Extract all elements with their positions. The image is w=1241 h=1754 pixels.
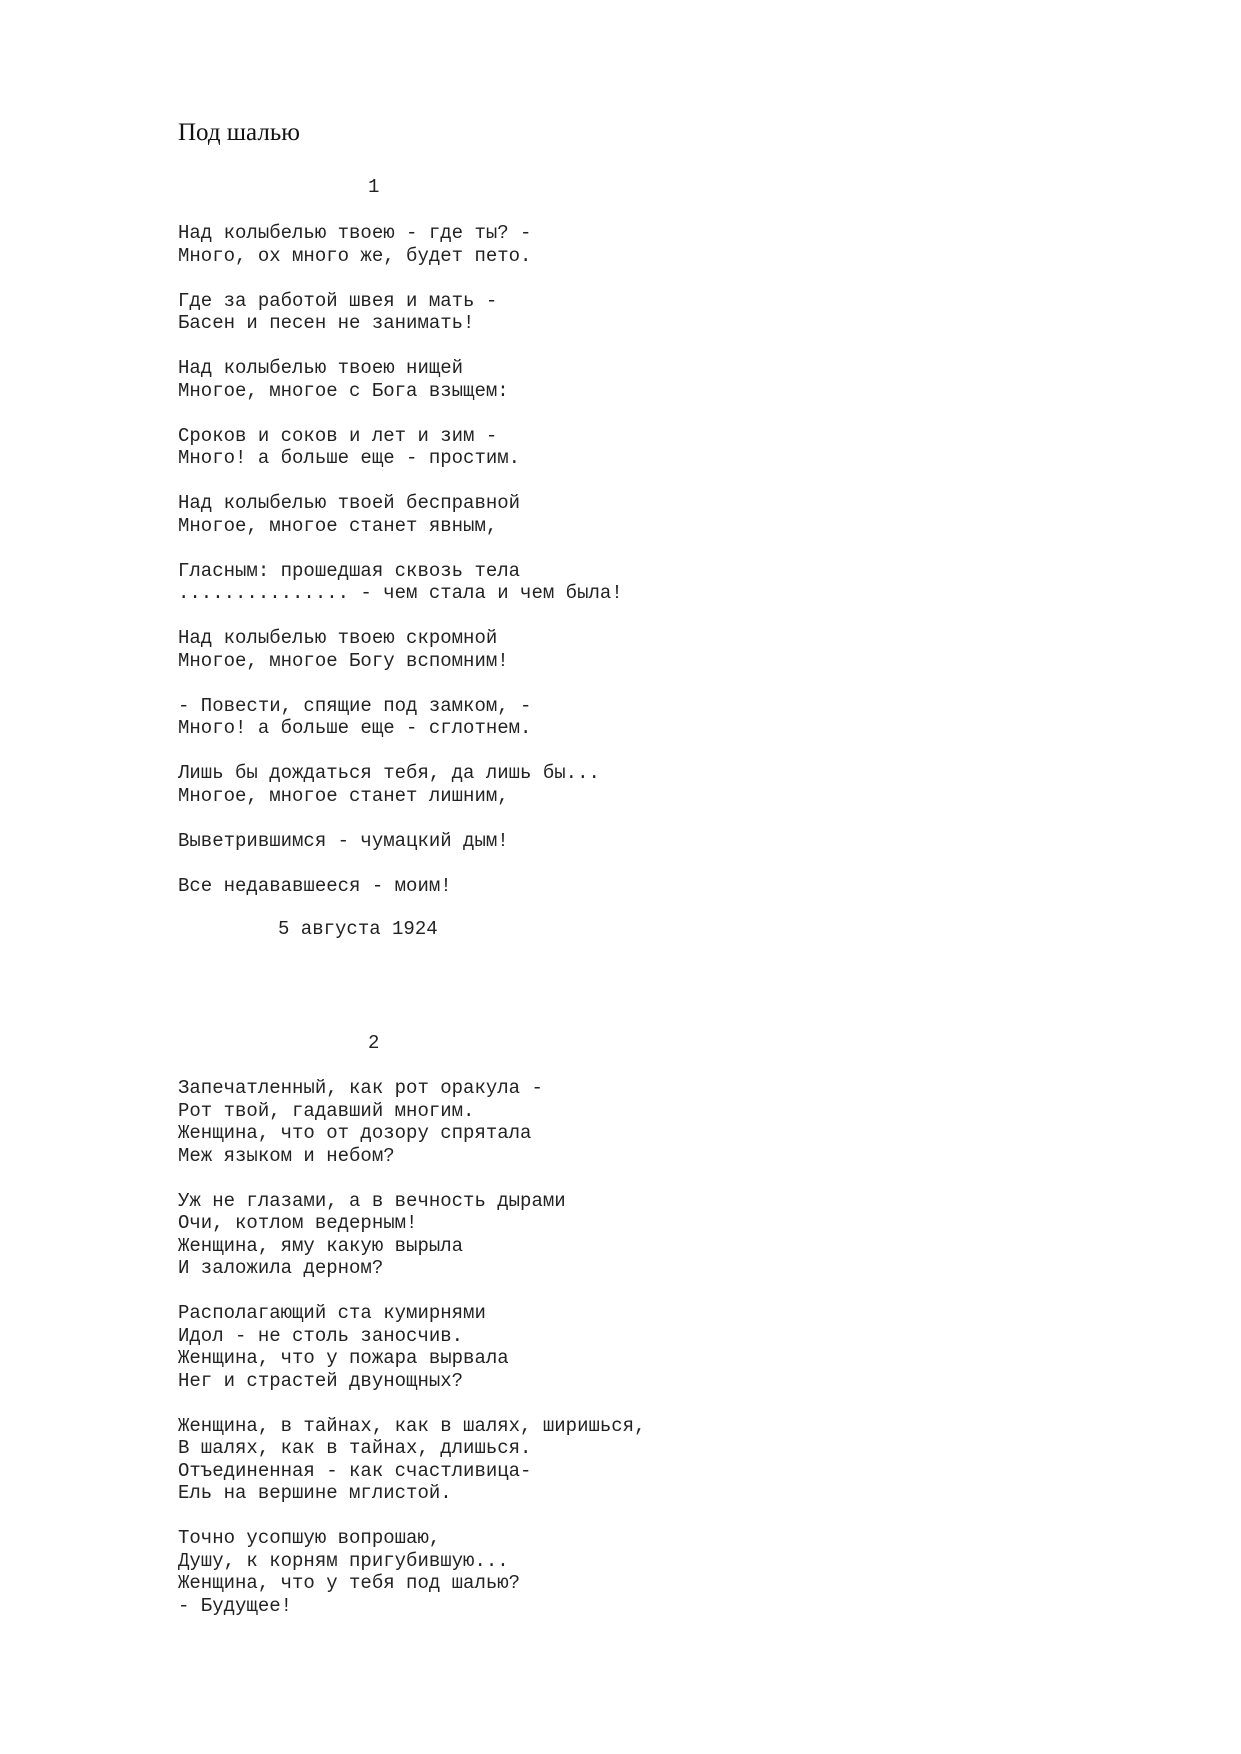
part-number: 1 [368, 176, 380, 198]
poem-line: Рот твой, гадавший многим. [178, 1099, 475, 1122]
poem-line: Над колыбелью твоею - где ты? - [178, 222, 532, 244]
poem-line: Меж языком и небом? [178, 1144, 395, 1167]
poem-line: Нег и страстей двунощных? [178, 1369, 464, 1392]
poem-line: Гласным: прошедшая сквозь тела [178, 559, 521, 582]
stanza [178, 1415, 645, 1505]
poem-line: И заложила дерном? [178, 1257, 384, 1279]
poem-line: Много, ох много же, будет пето. [178, 244, 532, 267]
stanza [178, 1190, 645, 1280]
poem-line: Женщина, что у тебя под шалью? [178, 1572, 521, 1594]
poem-line: Отъединенная - как счастливица- [178, 1459, 532, 1482]
poem-line: Над колыбелью твоею нищей [178, 357, 464, 379]
stanza [178, 357, 623, 402]
stanza [178, 695, 623, 740]
poem-line: Сроков и соков и лет и зим - [178, 424, 498, 447]
stanza [178, 875, 623, 898]
stanza [178, 290, 623, 335]
poem-line: В шалях, как в тайнах, длишься. [178, 1437, 532, 1459]
poem-line: Точно усопшую вопрошаю, [178, 1527, 441, 1549]
poem-line: Басен и песен не занимать! [178, 312, 475, 334]
poem-line: Запечатленный, как рот оракула - [178, 1077, 543, 1099]
poem-line: Выветрившимся - чумацкий дым! [178, 829, 509, 852]
stanza [178, 1527, 645, 1617]
poem-line: Над колыбелью твоей бесправной [178, 492, 521, 514]
poem-line: Ель на вершине мглистой. [178, 1482, 452, 1504]
poem-line: Очи, котлом ведерным! [178, 1212, 418, 1234]
part-number: 2 [368, 1032, 380, 1054]
poem-line: Многое, многое с Бога взыщем: [178, 379, 509, 402]
poem-line: Над колыбелью твоею скромной [178, 627, 498, 649]
poem-line: - Повести, спящие под замком, - [178, 694, 532, 717]
stanza [178, 830, 623, 853]
poem-date: 5 августа 1924 [278, 918, 438, 940]
poem-line: Идол - не столь заносчив. [178, 1324, 464, 1347]
poem-part-2 [178, 1077, 645, 1640]
poem-line: Душу, к корням пригубившую... [178, 1549, 509, 1572]
poem-line: Располагающий ста кумирнями [178, 1302, 486, 1324]
poem-part-1 [178, 222, 623, 920]
poem-line: Многое, многое станет явным, [178, 514, 498, 537]
poem-line: Многое, многое станет лишним, [178, 784, 509, 807]
stanza [178, 627, 623, 672]
poem-line: Много! а больше еще - простим. [178, 447, 521, 469]
poem-line: ............... - чем стала и чем была! [178, 582, 623, 604]
stanza [178, 762, 623, 807]
poem-line: Женщина, в тайнах, как в шалях, ширишься, [178, 1414, 646, 1437]
stanza [178, 222, 623, 267]
stanza [178, 492, 623, 537]
poem-title: Под шалью [178, 119, 300, 146]
stanza [178, 425, 623, 470]
poem-line: Много! а больше еще - сглотнем. [178, 717, 532, 739]
poem-line: Женщина, что от дозору спрятала [178, 1122, 532, 1144]
poem-line: - Будущее! [178, 1594, 293, 1617]
poem-line: Многое, многое Богу вспомним! [178, 649, 509, 672]
stanza [178, 1077, 645, 1167]
stanza [178, 1302, 645, 1392]
poem-line: Женщина, что у пожара вырвала [178, 1347, 509, 1369]
poem-line: Женщина, яму какую вырыла [178, 1234, 464, 1257]
poem-line: Все недававшееся - моим! [178, 874, 452, 897]
poem-line: Где за работой швея и мать - [178, 289, 498, 312]
poem-line: Уж не глазами, а в вечность дырами [178, 1189, 566, 1212]
stanza [178, 560, 623, 605]
poem-line: Лишь бы дождаться тебя, да лишь бы... [178, 762, 600, 784]
